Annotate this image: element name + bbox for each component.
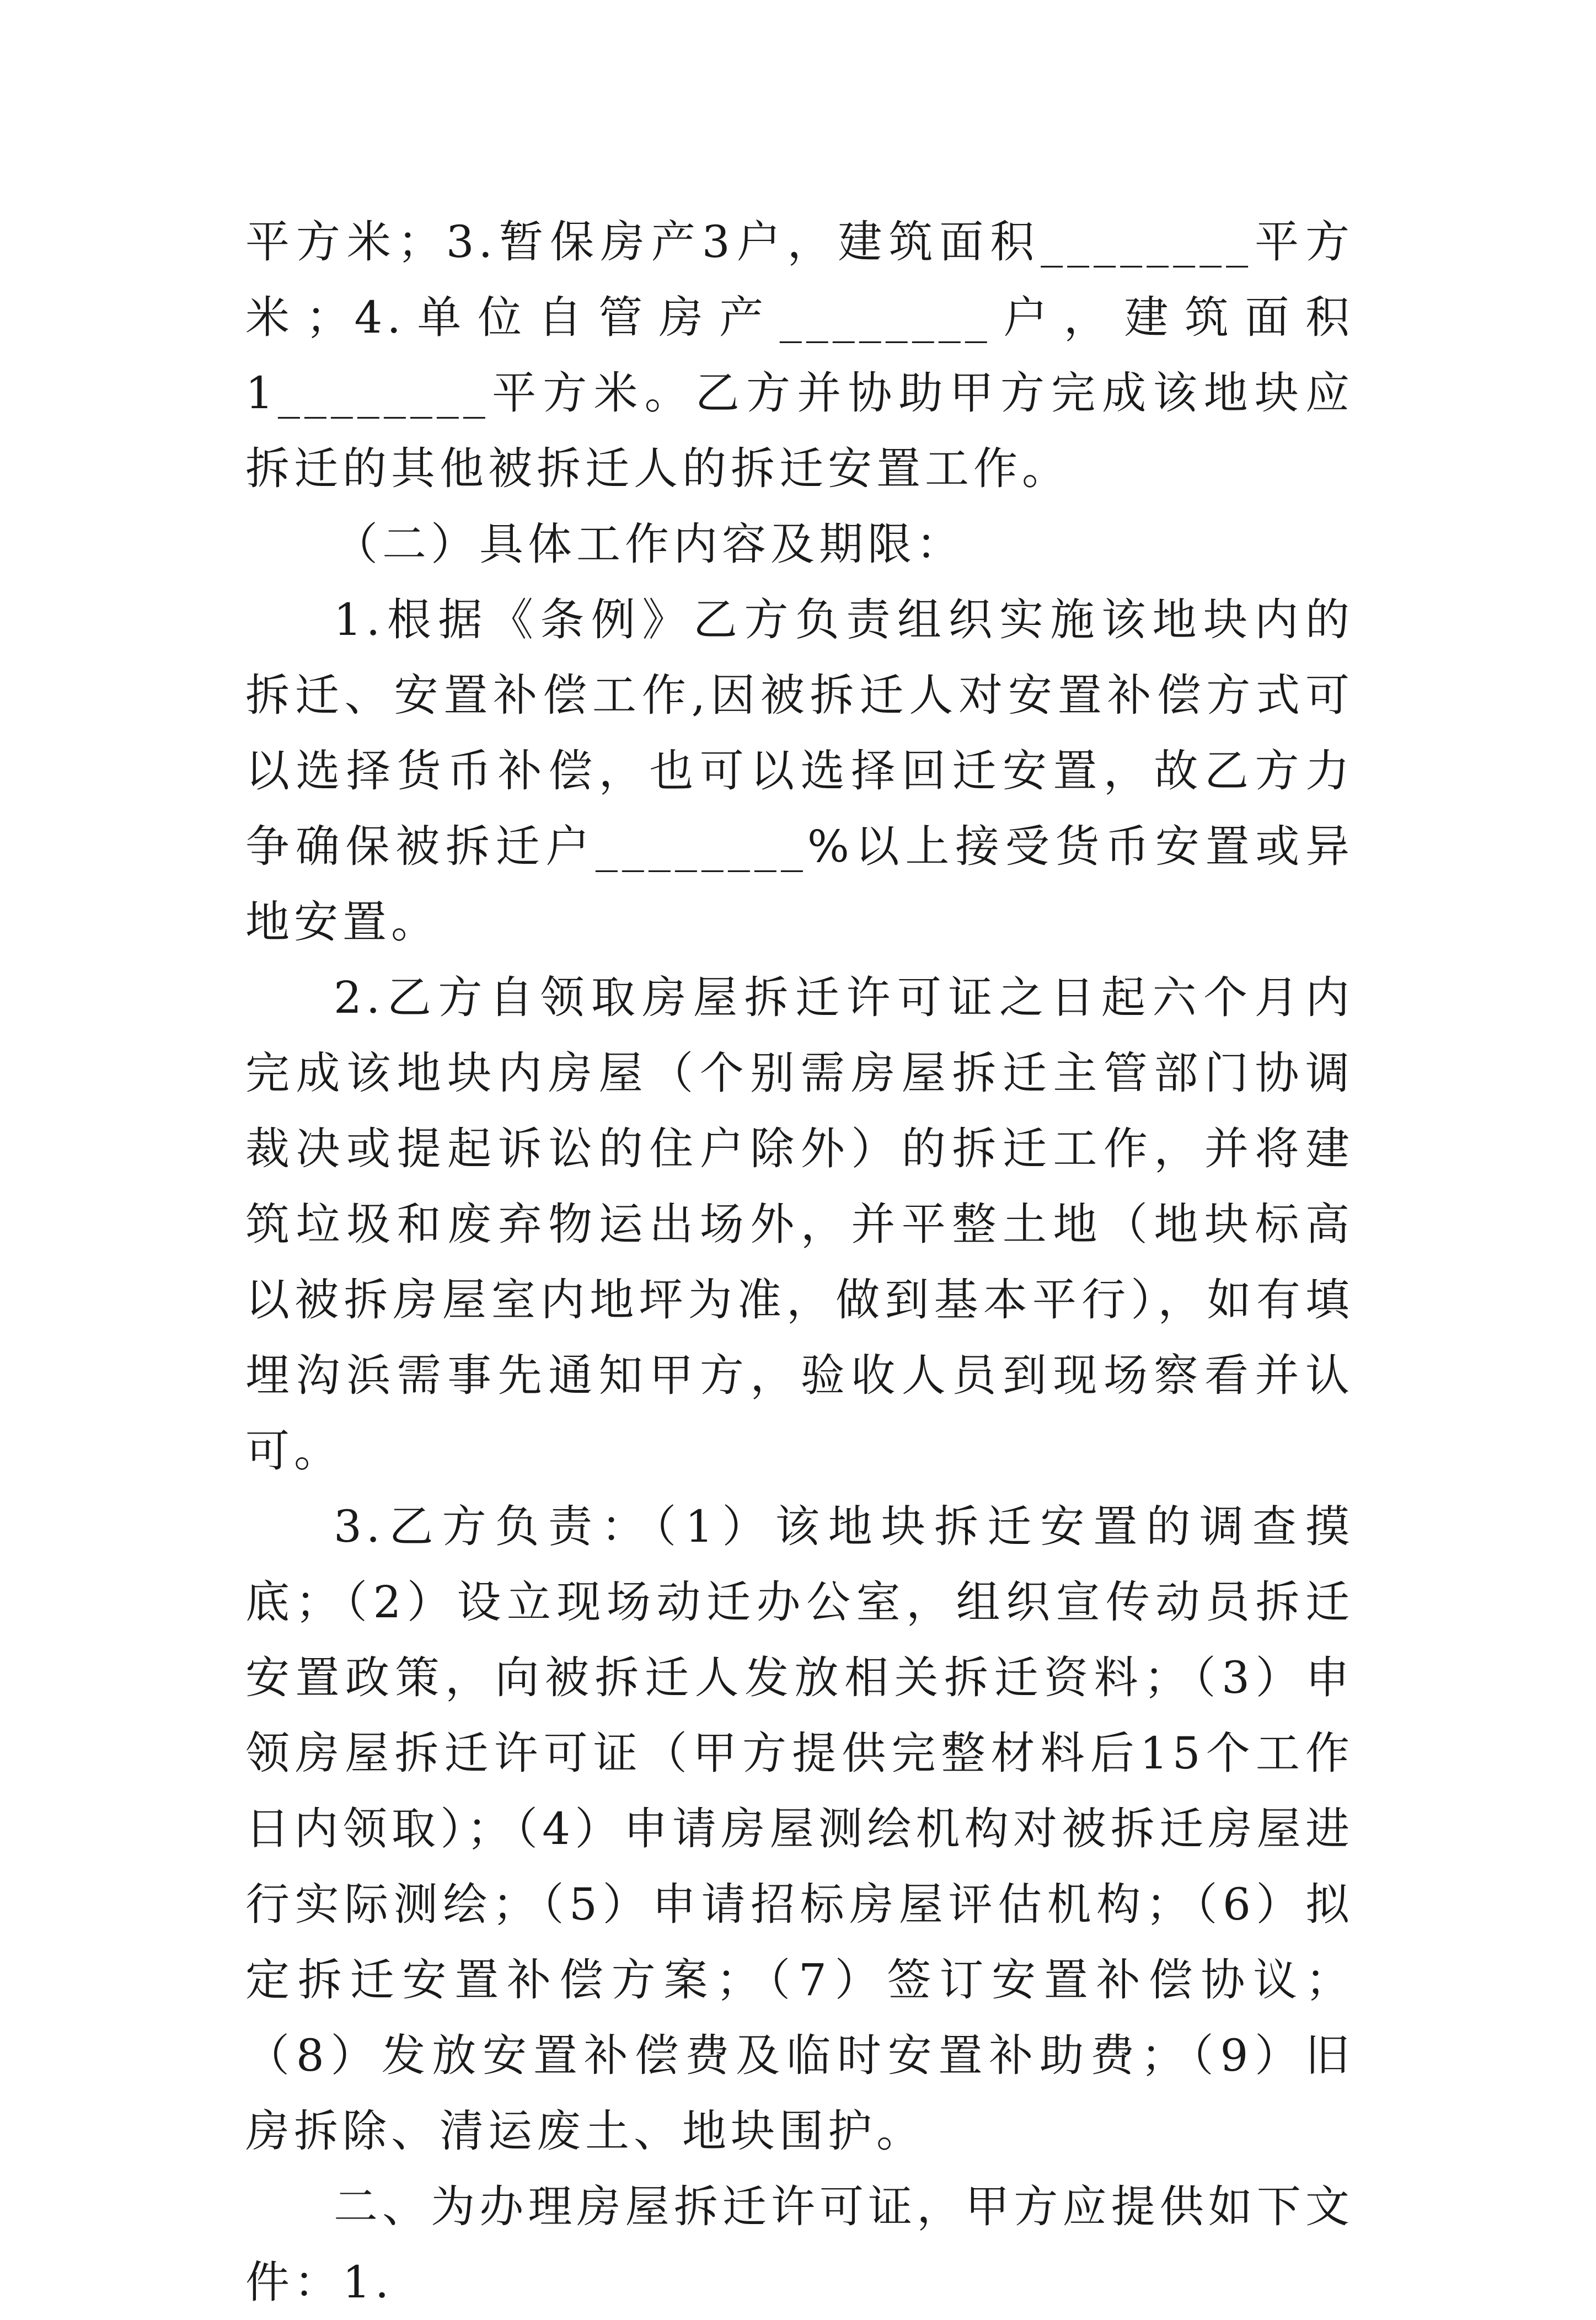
paragraph-item-2: 2.乙方自领取房屋拆迁许可证之日起六个月内完成该地块内房屋（个别需房屋拆迁主管部门协调裁决或提起诉讼的住户除外）的拆迁工作，并将建筑垃圾和废弃物运出场外，并平整土地（地块标高以被拆房屋室内地坪为准，做到基本平行），如有填埋沟浜需事先通知甲方，验收人员到现场察看并认可。 bbox=[245, 972, 1354, 1477]
paragraph-section-heading: （二）具体工作内容及期限： bbox=[334, 518, 965, 570]
document-body bbox=[245, 204, 1354, 2320]
paragraph-item-1: 1.根据《条例》乙方负责组织实施该地块内的拆迁、安置补偿工作,因被拆迁人对安置补偿方式可以选择货币补偿，也可以选择回迁安置，故乙方力争确保被拆迁户________%以上接受货币安置或异地安置。 bbox=[245, 594, 1354, 948]
paragraph-area-summary: 平方米；3.暂保房产3户，建筑面积________平方米；4.单位自管房产________户，建筑面积1________平方米。乙方并协助甲方完成该地块应拆迁的其他被拆迁人的拆迁安置工作。 bbox=[245, 216, 1354, 494]
paragraph-clause-2: 二、为办理房屋拆迁许可证，甲方应提供如下文件：1. bbox=[245, 2181, 1354, 2308]
paragraph-item-3: 3.乙方负责：（1）该地块拆迁安置的调查摸底；（2）设立现场动迁办公室，组织宣传动员拆迁安置政策，向被拆迁人发放相关拆迁资料；（3）申领房屋拆迁许可证（甲方提供完整材料后15个工作日内领取）；（4）申请房屋测绘机构对被拆迁房屋进行实际测绘；（5）申请招标房屋评估机构；（6）拟定拆迁安置补偿方案；（7）签订安置补偿协议；（8）发放安置补偿费及临时安置补助费；（9）旧房拆除、清运废土、地块围护。 bbox=[245, 1501, 1354, 2157]
